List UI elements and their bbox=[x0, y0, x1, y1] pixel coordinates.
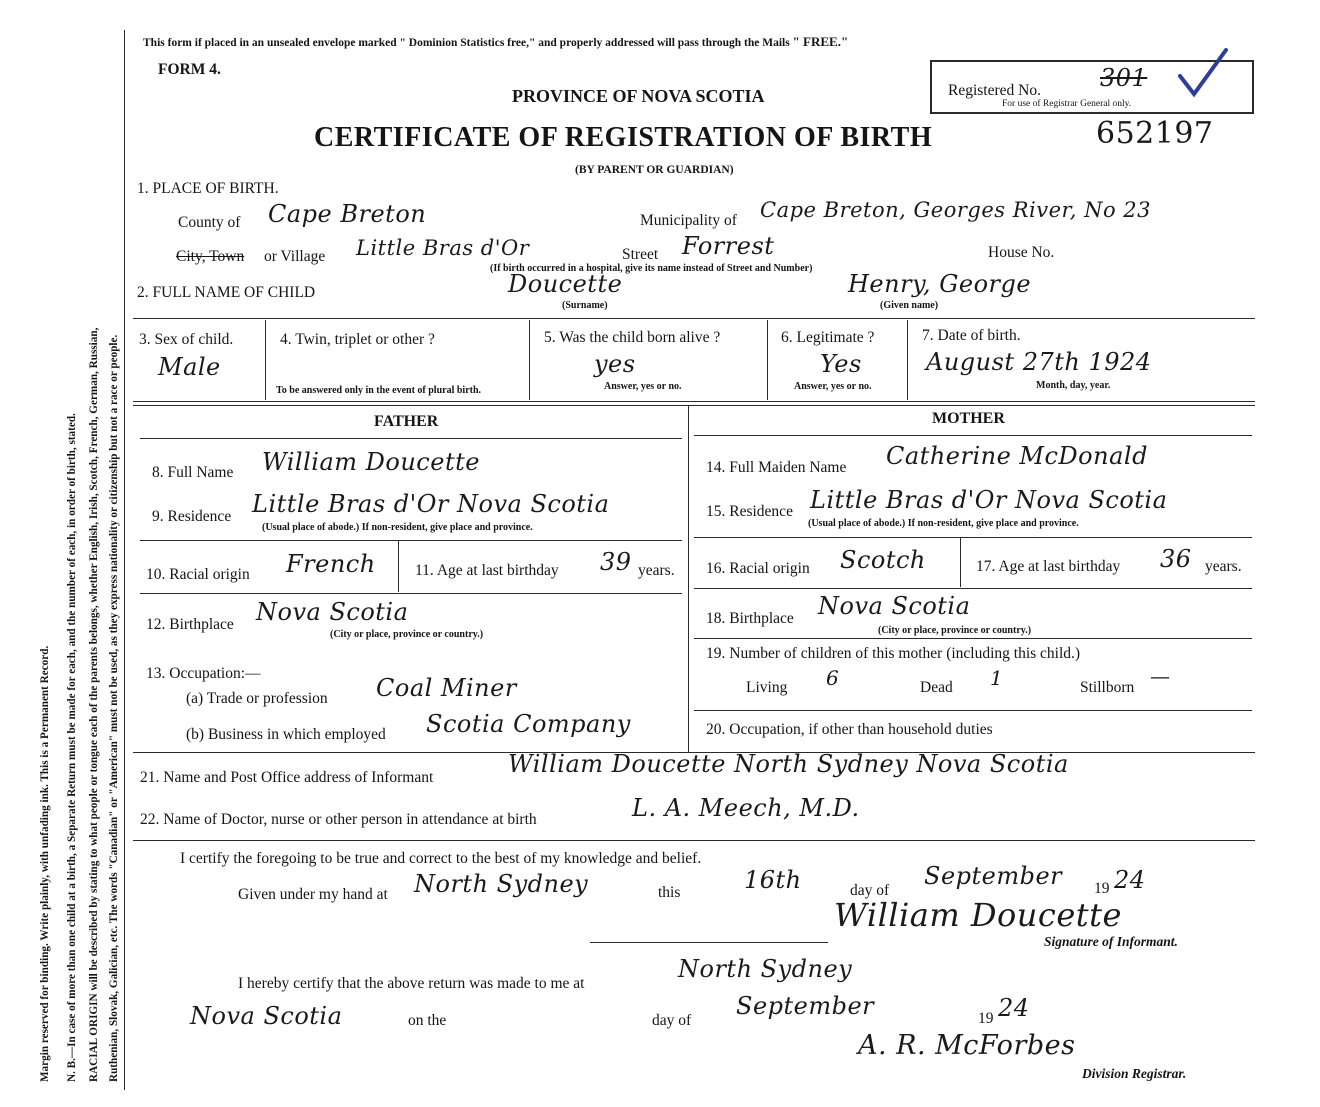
father-race-top-rule bbox=[140, 540, 682, 541]
registrar-month: September bbox=[736, 992, 875, 1020]
form-number: FORM 4. bbox=[158, 61, 221, 78]
row3-bottom-rule bbox=[133, 401, 1255, 402]
mother-years-label: years. bbox=[1205, 558, 1242, 575]
mother-birthplace-note: (City or place, province or country.) bbox=[878, 625, 1032, 636]
racial-origin-note-1: RACIAL ORIGIN will be described by stating to what people or tongue each of the parents belongs, whether English, Irish, Scotch, French, German, Russian, bbox=[88, 327, 100, 1082]
twin-label: 4. Twin, triplet or other ? bbox=[280, 331, 435, 348]
stillborn-value: — bbox=[1150, 664, 1171, 688]
father-name-label: 8. Full Name bbox=[152, 464, 234, 481]
mother-race-bottom-rule bbox=[694, 588, 1252, 589]
certify-statement: I certify the foregoing to be true and correct to the best of my knowledge and belief. bbox=[180, 850, 702, 867]
mother-name-value: Catherine McDonald bbox=[886, 442, 1148, 470]
alive-label: 5. Was the child born alive ? bbox=[544, 329, 721, 346]
certificate-subtitle: (BY PARENT OR GUARDIAN) bbox=[575, 164, 734, 176]
mother-heading-rule bbox=[694, 435, 1252, 436]
father-birthplace-note: (City or place, province or country.) bbox=[330, 629, 484, 640]
registered-box bbox=[930, 60, 1254, 114]
father-residence-label: 9. Residence bbox=[152, 508, 232, 525]
doctor-label: 22. Name of Doctor, nurse or other person in attendance at birth bbox=[140, 811, 537, 828]
nb-note: N. B.—In case of more than one child at a birth, a Separate Return must be made for each, and the number of each, in order of birth, stated. bbox=[66, 413, 78, 1082]
father-race-divider bbox=[398, 541, 399, 592]
dob-note: Month, day, year. bbox=[1036, 380, 1111, 391]
child-given-name: Henry, George bbox=[848, 270, 1032, 298]
father-occupation-label: 13. Occupation:— bbox=[146, 665, 261, 682]
registrar-place-2: Nova Scotia bbox=[190, 1002, 343, 1030]
mother-age-value: 36 bbox=[1160, 545, 1192, 573]
registrar-place: North Sydney bbox=[678, 955, 853, 983]
mother-heading: MOTHER bbox=[932, 410, 1005, 427]
given-month: September bbox=[924, 862, 1063, 890]
father-race-bottom-rule bbox=[140, 593, 682, 594]
father-business-label: (b) Business in which employed bbox=[186, 726, 386, 743]
row3-top-rule bbox=[133, 318, 1255, 319]
registrar-year-prefix: 19 bbox=[978, 1010, 994, 1027]
legitimate-note: Answer, yes or no. bbox=[794, 381, 872, 392]
check-mark-icon bbox=[1176, 48, 1232, 100]
registered-note: For use of Registrar General only. bbox=[1002, 99, 1132, 109]
alive-note: Answer, yes or no. bbox=[604, 381, 682, 392]
street-label: Street bbox=[622, 246, 659, 263]
year-prefix: 19 bbox=[1094, 880, 1110, 897]
given-day: 16th bbox=[744, 866, 802, 894]
dob-label: 7. Date of birth. bbox=[922, 327, 1021, 344]
registered-number: 301 bbox=[1100, 64, 1148, 92]
legitimate-label: 6. Legitimate ? bbox=[781, 329, 875, 346]
mother-birthplace-value: Nova Scotia bbox=[818, 592, 971, 620]
registrar-year: 24 bbox=[998, 994, 1030, 1022]
surname-note: (Surname) bbox=[562, 300, 608, 311]
municipality-label: Municipality of bbox=[640, 212, 737, 229]
doctor-value: L. A. Meech, M.D. bbox=[632, 794, 860, 822]
mother-residence-value: Little Bras d'Or Nova Scotia bbox=[810, 486, 1168, 514]
given-year: 24 bbox=[1114, 866, 1146, 894]
father-age-label: 11. Age at last birthday bbox=[415, 562, 559, 579]
row3-divider-4 bbox=[907, 320, 908, 400]
sex-label: 3. Sex of child. bbox=[139, 331, 234, 348]
mother-age-label: 17. Age at last birthday bbox=[976, 558, 1121, 575]
living-label: Living bbox=[746, 679, 788, 696]
mother-children-label: 19. Number of children of this mother (including this child.) bbox=[706, 645, 1081, 662]
this-label: this bbox=[658, 884, 681, 901]
legitimate-value: Yes bbox=[820, 350, 862, 378]
registrar-label: Division Registrar. bbox=[1082, 1066, 1187, 1081]
informant-label: 21. Name and Post Office address of Informant bbox=[140, 769, 434, 786]
twin-note: To be answered only in the event of plural birth. bbox=[276, 385, 482, 396]
father-trade-value: Coal Miner bbox=[376, 674, 517, 702]
mother-race-top-rule bbox=[694, 537, 1252, 538]
province-title: PROVINCE OF NOVA SCOTIA bbox=[512, 86, 765, 106]
father-age-value: 39 bbox=[600, 548, 632, 576]
child-name-label: 2. FULL NAME OF CHILD bbox=[137, 284, 316, 301]
house-label: House No. bbox=[988, 244, 1055, 261]
parents-divider bbox=[688, 405, 689, 752]
mail-note: This form if placed in an unsealed envelope marked " Dominion Statistics free," and properly addressed will pass through the Mails " FREE." bbox=[143, 34, 849, 49]
father-trade-label: (a) Trade or profession bbox=[186, 690, 328, 707]
mother-children-top-rule bbox=[694, 638, 1252, 639]
mother-race-label: 16. Racial origin bbox=[706, 560, 810, 577]
informant-signature: William Doucette bbox=[834, 896, 1122, 934]
registrar-divider bbox=[590, 942, 828, 943]
hospital-note: (If birth occurred in a hospital, give its name instead of Street and Number) bbox=[490, 263, 813, 274]
mother-birthplace-label: 18. Birthplace bbox=[706, 610, 794, 627]
stamp-number: 652197 bbox=[1096, 116, 1214, 151]
mother-residence-note: (Usual place of abode.) If non-resident, give place and province. bbox=[808, 518, 1079, 529]
father-residence-note: (Usual place of abode.) If non-resident, give place and province. bbox=[262, 522, 533, 533]
father-business-value: Scotia Company bbox=[426, 710, 631, 738]
certificate-title: CERTIFICATE OF REGISTRATION OF BIRTH bbox=[314, 122, 933, 153]
informant-value: William Doucette North Sydney Nova Scotia bbox=[508, 750, 1069, 778]
child-surname: Doucette bbox=[508, 270, 623, 298]
given-place: North Sydney bbox=[414, 870, 589, 898]
dob-value: August 27th 1924 bbox=[926, 348, 1152, 376]
mother-residence-label: 15. Residence bbox=[706, 503, 793, 520]
registrar-day-of-label: day of bbox=[652, 1012, 692, 1029]
father-birthplace-label: 12. Birthplace bbox=[146, 616, 234, 633]
mother-occupation-rule bbox=[694, 710, 1252, 711]
registered-label: Registered No. bbox=[948, 82, 1041, 99]
racial-origin-note-2: Ruthenian, Slovak, Galician, etc. The words "Canadian" or "American" must not be used, as they express nationality or citizenship but not a race or people. bbox=[108, 334, 120, 1082]
sex-value: Male bbox=[158, 353, 221, 381]
father-years-label: years. bbox=[638, 562, 675, 579]
day-of-label: day of bbox=[850, 882, 890, 899]
father-residence-value: Little Bras d'Or Nova Scotia bbox=[252, 490, 610, 518]
municipality-value: Cape Breton, Georges River, No 23 bbox=[760, 198, 1152, 222]
father-name-value: William Doucette bbox=[262, 448, 480, 476]
stillborn-label: Stillborn bbox=[1080, 679, 1135, 696]
mother-occupation-label: 20. Occupation, if other than household duties bbox=[706, 721, 993, 738]
given-label: Given under my hand at bbox=[238, 886, 388, 903]
place-heading: 1. PLACE OF BIRTH. bbox=[137, 180, 279, 197]
on-the-label: on the bbox=[408, 1012, 447, 1029]
margin-note: Margin reserved for binding. Write plainly, with unfading ink. This is a Permanent Record. bbox=[39, 645, 51, 1082]
mother-race-value: Scotch bbox=[840, 546, 926, 574]
living-value: 6 bbox=[826, 666, 840, 690]
father-heading: FATHER bbox=[374, 413, 439, 430]
certification-rule bbox=[133, 840, 1255, 841]
mother-race-divider bbox=[960, 538, 961, 587]
registrar-signature: A. R. McForbes bbox=[858, 1030, 1076, 1061]
father-race-label: 10. Racial origin bbox=[146, 566, 250, 583]
father-race-value: French bbox=[286, 550, 376, 578]
village-label: or Village bbox=[264, 248, 326, 265]
mother-name-label: 14. Full Maiden Name bbox=[706, 459, 847, 476]
row3-divider-2 bbox=[529, 320, 530, 400]
alive-value: yes bbox=[594, 350, 636, 378]
village-value: Little Bras d'Or bbox=[356, 236, 530, 260]
father-birthplace-value: Nova Scotia bbox=[256, 598, 409, 626]
county-label: County of bbox=[178, 214, 241, 231]
row3-divider-3 bbox=[767, 320, 768, 400]
father-heading-rule bbox=[140, 438, 682, 439]
signature-label: Signature of Informant. bbox=[1044, 934, 1178, 949]
registrar-statement: I hereby certify that the above return was made to me at bbox=[238, 975, 585, 992]
parents-top-rule bbox=[133, 405, 1255, 406]
dead-label: Dead bbox=[920, 679, 953, 696]
city-town-label: City, Town bbox=[176, 248, 245, 265]
margin-line bbox=[124, 30, 125, 1090]
street-value: Forrest bbox=[682, 232, 775, 260]
given-name-note: (Given name) bbox=[880, 300, 939, 311]
county-value: Cape Breton bbox=[268, 200, 427, 228]
dead-value: 1 bbox=[990, 666, 1004, 690]
row3-divider-1 bbox=[265, 320, 266, 400]
